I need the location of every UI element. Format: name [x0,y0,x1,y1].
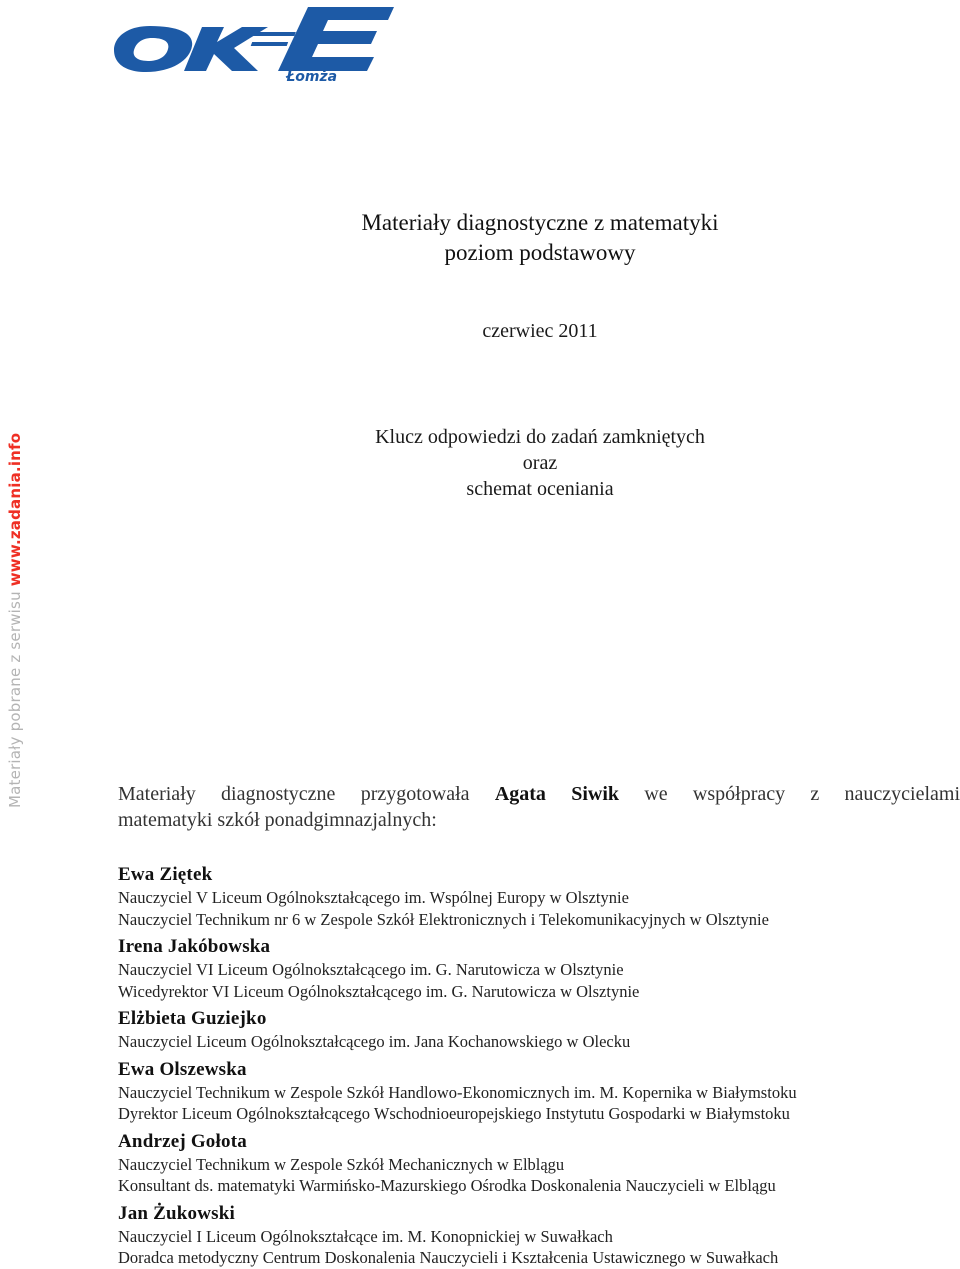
contributor-role: Nauczyciel Technikum w Zespole Szkół Handlowo-Ekonomicznych im. M. Kopernika w Białymstoku [118,1082,797,1102]
oke-lomza-logo [112,4,398,88]
answer-key-heading [60,424,960,502]
key-line-1: Klucz odpowiedzi do zadań zamkniętych [375,426,705,448]
contributor-name: Andrzej Gołota [118,1130,247,1152]
contributor-role: Nauczyciel Technikum nr 6 w Zespole Szkół Elektronicznych i Telekomunikacyjnych w Olsztynie [118,909,769,929]
key-line-2: oraz [522,452,558,474]
contributor-role: Konsultant ds. matematyki Warmińsko-Mazurskiego Ośrodka Doskonalenia Nauczycieli w Elblągu [118,1176,776,1195]
title-line-1: Materiały diagnostyczne z matematyki [361,210,719,235]
contributor-role: Nauczyciel I Liceum Ogólnokształcące im. M. Konopnickiej w Suwałkach [118,1226,613,1246]
contributor [118,862,960,930]
contributor-role: Nauczyciel V Liceum Ogólnokształcącego im. Wspólnej Europy w Olsztynie [118,888,629,907]
oke-logo-graphic [112,4,398,88]
contributor-role: Nauczyciel VI Liceum Ogólnokształcącego im. G. Narutowicza w Olsztynie [118,960,624,979]
contributor-name: Jan Żukowski [118,1202,235,1224]
key-line-3: schemat oceniania [466,478,614,500]
document-title [60,208,960,268]
contributor-role: Dyrektor Liceum Ogólnokształcącego Wschodnioeuropejskiego Instytutu Gospodarki w Białymstoku [118,1104,790,1123]
watermark-site-link[interactable]: www.zadania.info [6,432,24,587]
contributor-role: Wicedyrektor VI Liceum Ogólnokształcącego im. G. Narutowicza w Olsztynie [118,981,640,1001]
logo-subtext: Łomża [286,69,338,85]
contributor [118,1057,960,1125]
author-first-name: Agata [494,783,546,805]
author-last-name: Siwik [571,783,620,805]
contributor-name: Irena Jakóbowska [118,936,271,957]
contributor-name: Ewa Olszewska [118,1058,247,1080]
document-date: czerwiec 2011 [482,320,598,342]
contributor-name: Elżbieta Guziejko [118,1008,267,1029]
title-line-2: poziom podstawowy [444,240,636,265]
intro-line-1 [118,780,960,808]
contributor [118,1006,960,1053]
contributor-role: Nauczyciel Technikum w Zespole Szkół Mechanicznych w Elblągu [118,1154,565,1174]
contributor-name: Ewa Ziętek [118,864,213,885]
watermark-prefix: Materiały pobrane z serwisu [6,586,24,808]
contributor-role: Doradca metodyczny Centrum Doskonalenia Nauczycieli i Kształcenia Ustawicznego w Suwałkach [118,1248,779,1267]
contributor [118,1201,960,1269]
contributor-role: Nauczyciel Liceum Ogólnokształcącego im. Jana Kochanowskiego w Olecku [118,1032,631,1051]
intro-line-2: matematyki szkół ponadgimnazjalnych: [118,809,437,831]
intro-before: Materiały diagnostyczne przygotowała [118,783,470,805]
contributor [118,934,960,1002]
contributor [118,1129,960,1197]
intro-after: we współpracy z nauczycielami [644,783,960,805]
contributors-list [118,858,960,1269]
